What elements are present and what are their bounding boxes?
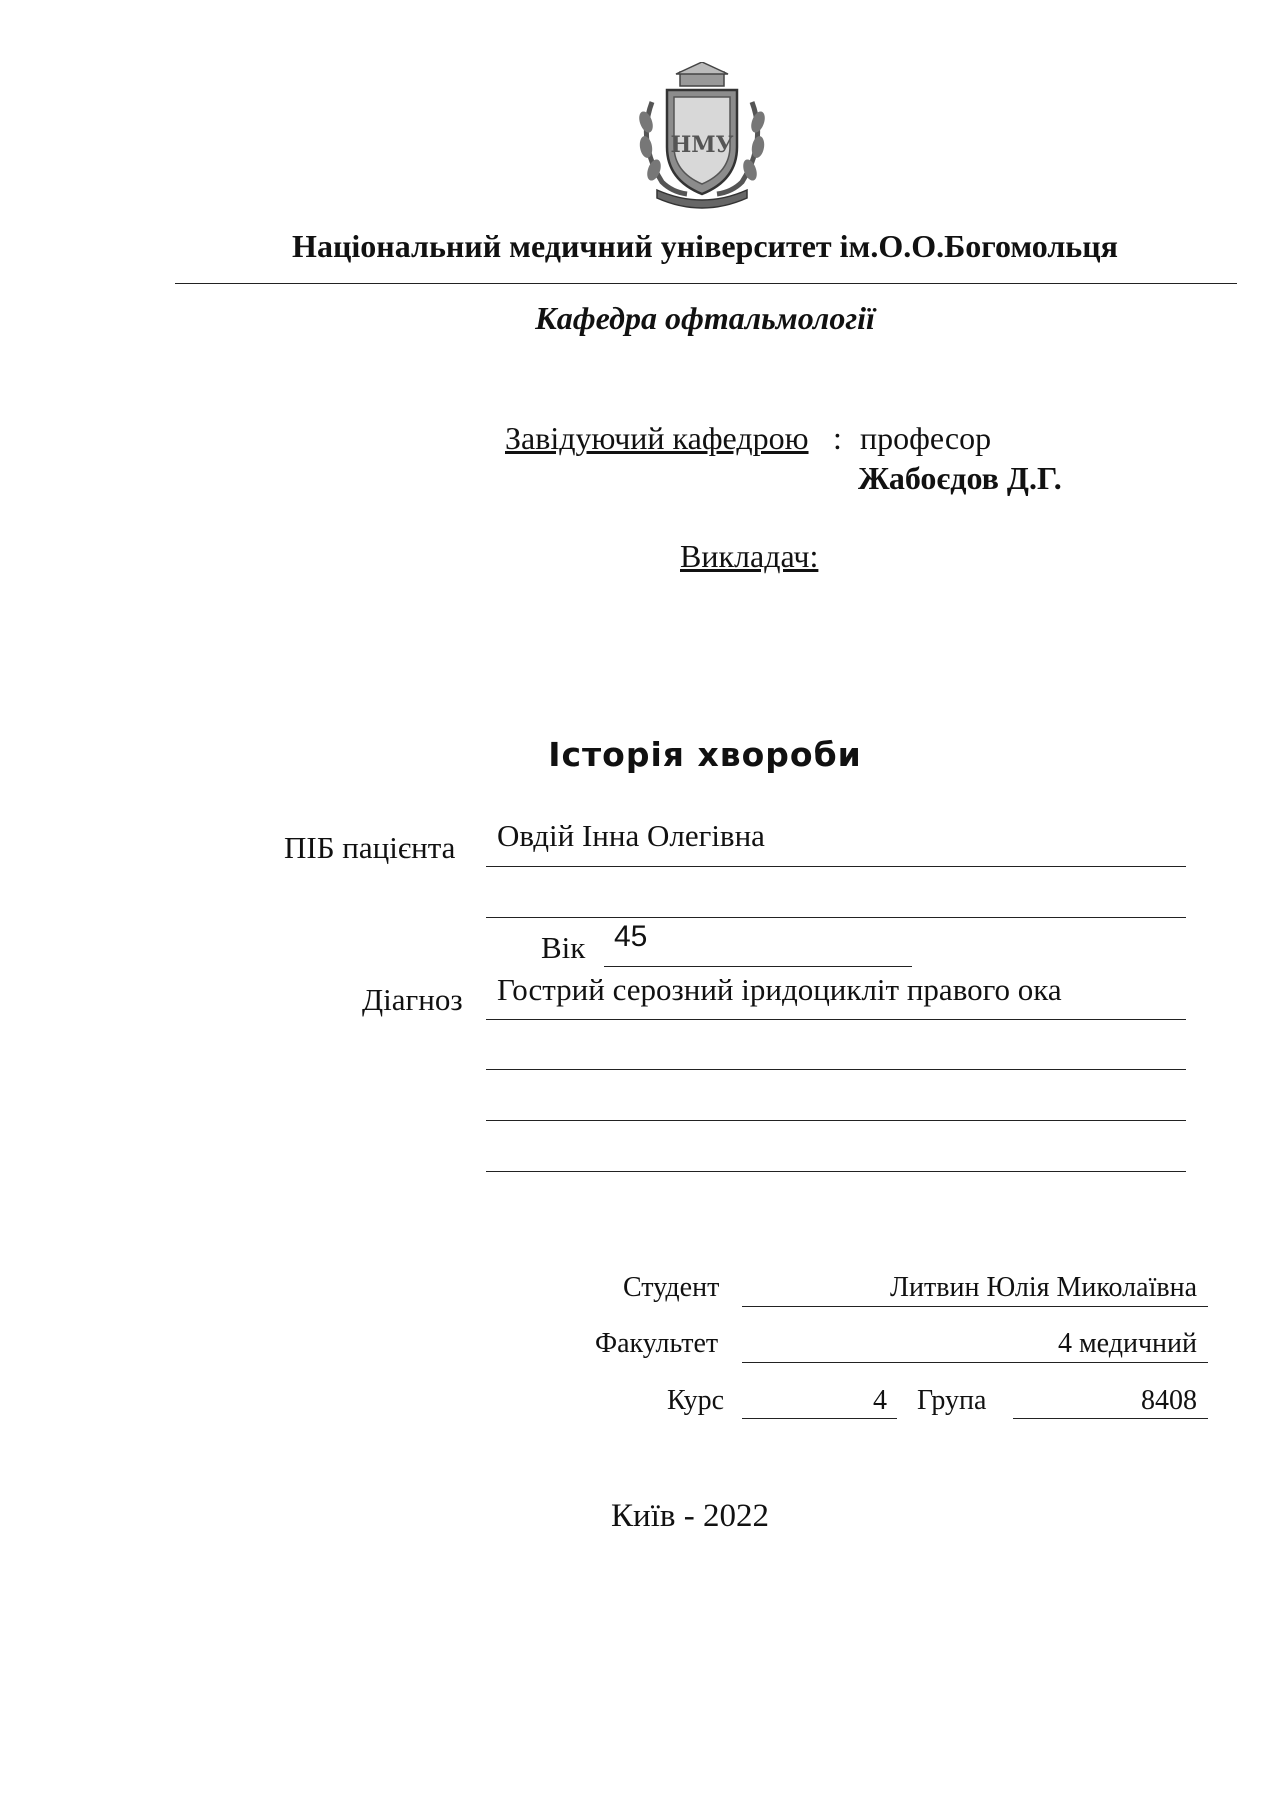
diagnosis-line-3 [486, 1120, 1186, 1121]
head-of-department-title: професор [860, 420, 992, 456]
faculty-label: Факультет [595, 1328, 719, 1359]
course-line [742, 1418, 897, 1419]
patient-name-line-2 [486, 917, 1186, 918]
patient-name-label: ПІБ пацієнта [284, 830, 456, 865]
age-label: Вік [541, 930, 586, 965]
faculty-value: 4 медичний [1057, 1328, 1197, 1359]
city-year: Київ - 2022 [611, 1498, 769, 1534]
header-divider [175, 283, 1237, 284]
faculty-line [742, 1362, 1208, 1363]
head-of-department-colon: : [833, 420, 842, 456]
course-value: 4 [873, 1385, 887, 1416]
head-of-department-name: Жабоєдов Д.Г. [858, 460, 1062, 496]
head-of-department-label: Завідуючий кафедрою [505, 420, 809, 456]
diagnosis-label: Діагноз [362, 982, 463, 1017]
teacher-label: Викладач: [680, 538, 819, 574]
group-value: 8408 [1141, 1385, 1197, 1416]
svg-text:НМУ: НМУ [670, 132, 734, 158]
crest-graphic [632, 62, 772, 212]
student-label: Студент [623, 1272, 720, 1303]
student-line [742, 1306, 1208, 1307]
age-line [604, 966, 912, 967]
age-value: 45 [614, 920, 648, 953]
patient-name-line [486, 866, 1186, 867]
diagnosis-line-2 [486, 1069, 1186, 1070]
course-label: Курс [667, 1385, 724, 1416]
department-name: Кафедра офтальмології [535, 300, 875, 336]
diagnosis-line-4 [486, 1171, 1186, 1172]
university-crest-icon [632, 62, 772, 212]
group-line [1013, 1418, 1208, 1419]
diagnosis-line [486, 1019, 1186, 1020]
student-value: Литвин Юлія Миколаївна [890, 1272, 1197, 1303]
document-title: Історія хвороби [548, 735, 862, 774]
diagnosis-value: Гострий серозний іридоцикліт правого ока [497, 972, 1062, 1007]
university-name: Національний медичний університет ім.О.О.Богомольця [292, 228, 1118, 264]
patient-name-value: Овдій Інна Олегівна [497, 818, 765, 853]
group-label: Група [917, 1385, 987, 1416]
